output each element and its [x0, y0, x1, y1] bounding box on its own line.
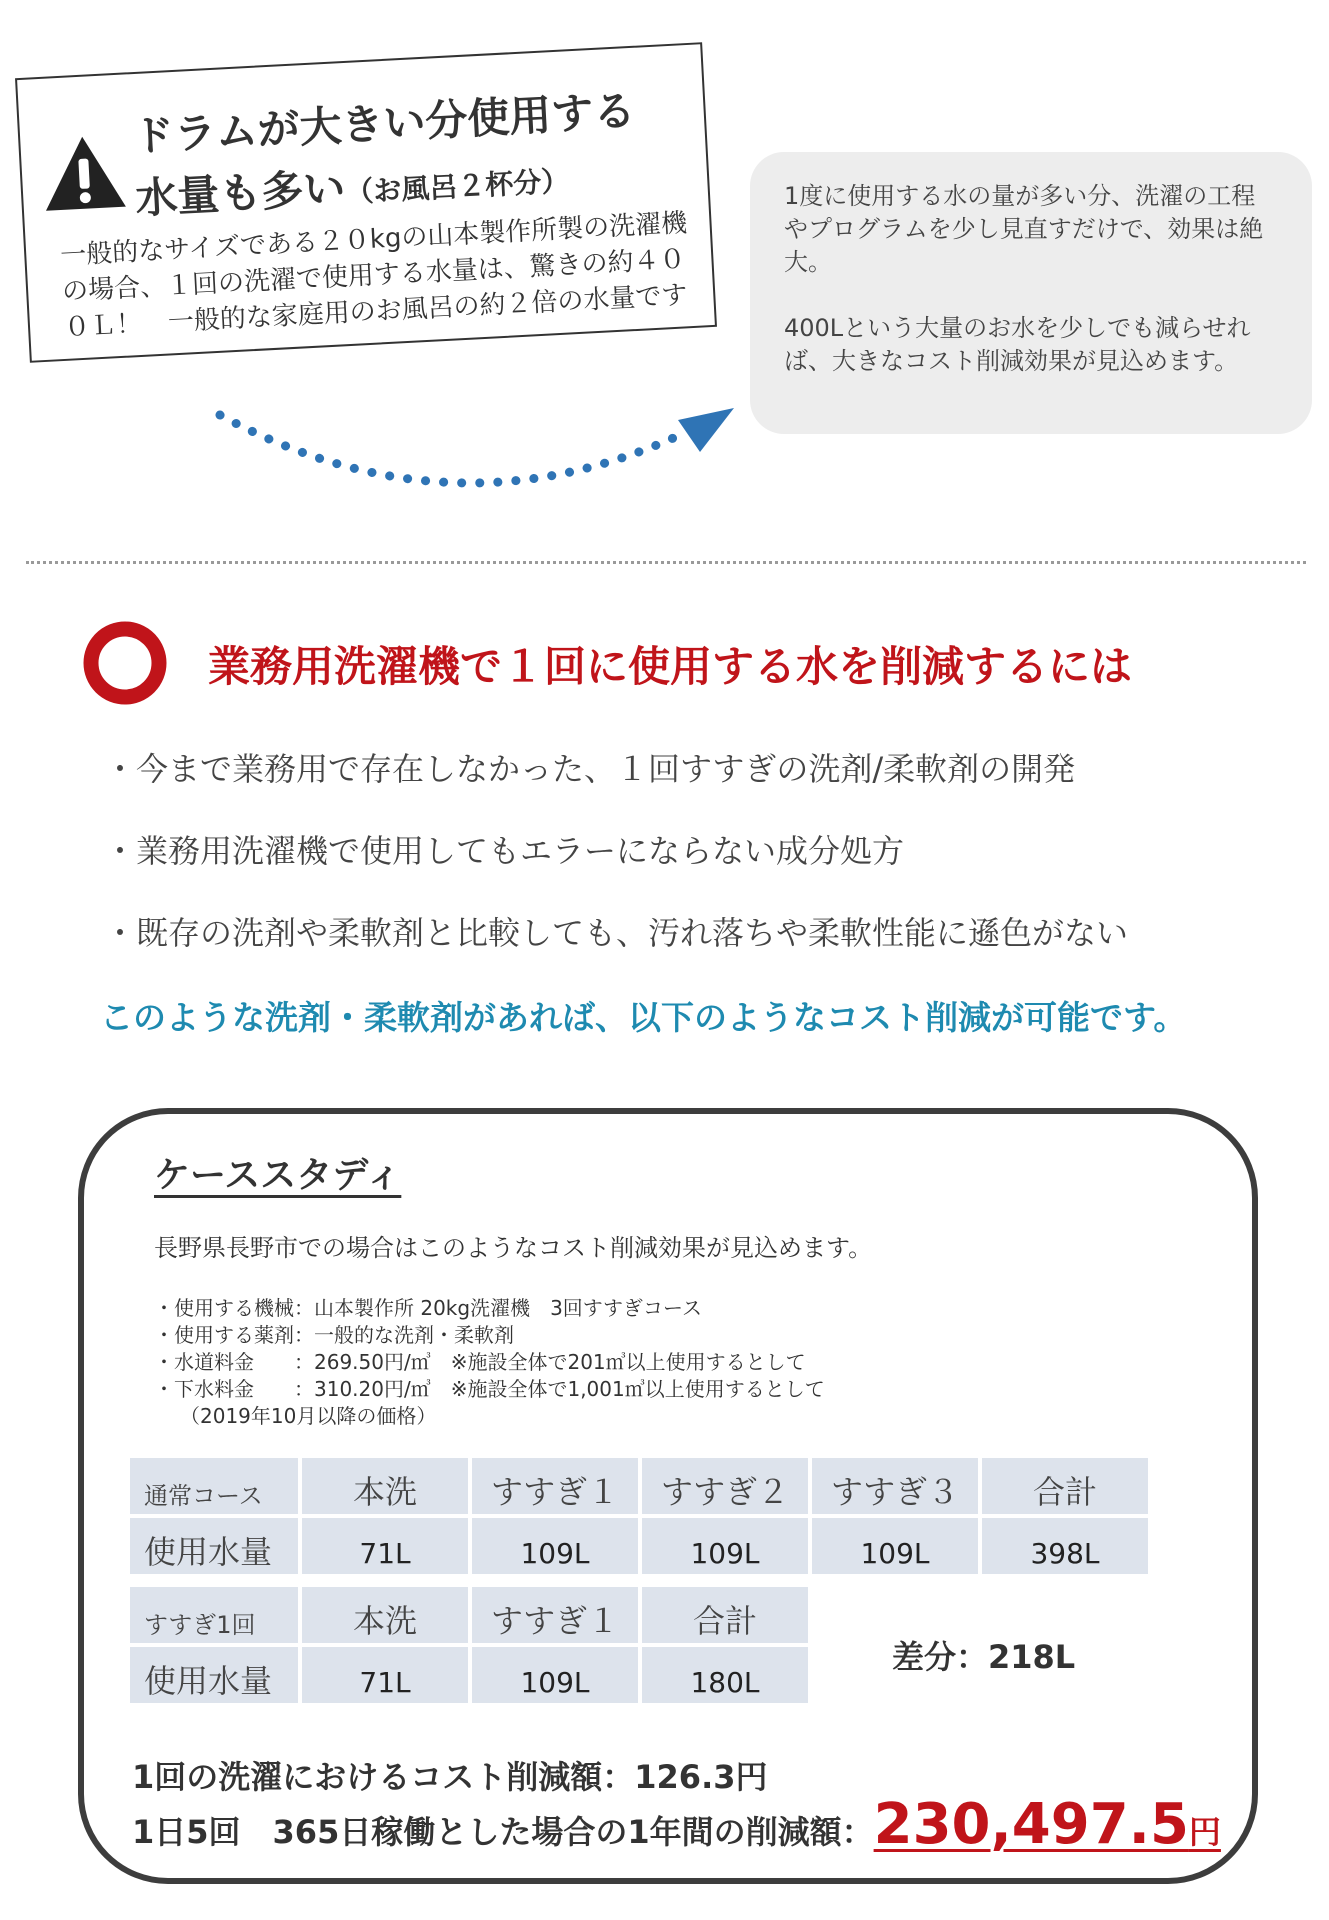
warning-title-suffix: （お風呂２杯分） [344, 164, 571, 210]
saving-annual-label: 1日5回 365日稼働とした場合の1年間の削減額： [132, 1813, 874, 1851]
saving-per-wash: 1回の洗濯におけるコスト削減額：126.3円 [132, 1758, 768, 1796]
spec-item: ・使用する薬剤：一般的な洗剤・柔軟剤 [154, 1323, 514, 1347]
bullet-item: ・今まで業務用で存在しなかった、１回すすぎの洗剤/柔軟剤の開発 [104, 750, 1076, 788]
warning-icon [40, 133, 128, 213]
table-value-cell: 71L [302, 1518, 468, 1574]
normal-course-table [130, 1458, 1148, 1574]
table-value-label: 使用水量 [130, 1647, 298, 1703]
bubble-paragraph-2: 400Lという大量のお水を少しでも減らせれば、大きなコスト削減効果が見込めます。 [784, 314, 1251, 375]
warning-body: 一般的なサイズである２０kgの山本製作所製の洗濯機の場合、１回の洗濯で使用する水量は、驚きの約４００Ｌ！ 一般的な家庭用のお風呂の約２倍の水量です [59, 208, 689, 343]
table-value-cell: 109L [472, 1647, 638, 1703]
spec-item: ・使用する機械：山本製作所 20kg洗濯機 3回すすぎコース [154, 1296, 703, 1320]
table-value-cell: 109L [812, 1518, 978, 1574]
table-header-cell: すすぎ１ [472, 1587, 638, 1643]
bullet-item: ・既存の洗剤や柔軟剤と比較しても、汚れ落ちや柔軟性能に遜色がない [104, 914, 1129, 952]
saving-annual [132, 1792, 1221, 1857]
table-value-cell: 71L [302, 1647, 468, 1703]
table-row-label: すすぎ1回 [130, 1587, 298, 1643]
table-value-cell: 109L [642, 1518, 808, 1574]
dotted-divider [26, 561, 1306, 564]
table-header-cell: 本洗 [302, 1458, 468, 1514]
warning-title-line1: ドラムが大きい分使用する [130, 85, 637, 162]
conclusion-text: このような洗剤・柔軟剤があれば、以下のようなコスト削減が可能です。 [100, 998, 1187, 1037]
table-value-cell: 180L [642, 1647, 808, 1703]
case-study-title: ケーススタディ [154, 1155, 402, 1196]
case-study-intro: 長野県長野市での場合はこのようなコスト削減効果が見込めます。 [154, 1234, 873, 1262]
red-circle-icon [82, 620, 168, 706]
spec-note: （2019年10月以降の価格） [180, 1404, 437, 1428]
bubble-paragraph-1: 1度に使用する水の量が多い分、洗濯の工程やプログラムを少し見直すだけで、効果は絶大。 [784, 182, 1264, 276]
table-row-label: 通常コース [130, 1458, 298, 1514]
section-title: 業務用洗濯機で１回に使用する水を削減するには [208, 642, 1133, 691]
table-header-cell: 本洗 [302, 1587, 468, 1643]
dotted-arrow-icon [200, 390, 740, 510]
one-rinse-table [130, 1587, 808, 1703]
table-header-cell: 合計 [642, 1587, 808, 1643]
table-header-cell: すすぎ３ [812, 1458, 978, 1514]
saving-annual-unit: 円 [1188, 1813, 1221, 1851]
warning-title-main: 水量も多い [134, 163, 347, 224]
bullet-item: ・業務用洗濯機で使用してもエラーにならない成分処方 [104, 832, 905, 870]
saving-annual-amount: 230,497.5 [873, 1792, 1189, 1857]
table-value-cell: 109L [472, 1518, 638, 1574]
table-header-cell: すすぎ１ [472, 1458, 638, 1514]
table-value-label: 使用水量 [130, 1518, 298, 1574]
difference-text: 差分：218L [892, 1638, 1076, 1676]
spec-item: ・水道料金 ：269.50円/㎥ ※施設全体で201㎥以上使用するとして [154, 1350, 806, 1374]
table-header-cell: すすぎ２ [642, 1458, 808, 1514]
info-bubble [750, 152, 1312, 434]
warning-card [15, 42, 717, 363]
spec-item: ・下水料金 ：310.20円/㎥ ※施設全体で1,001㎥以上使用するとして [154, 1377, 825, 1401]
table-header-cell: 合計 [982, 1458, 1148, 1514]
table-value-cell: 398L [982, 1518, 1148, 1574]
